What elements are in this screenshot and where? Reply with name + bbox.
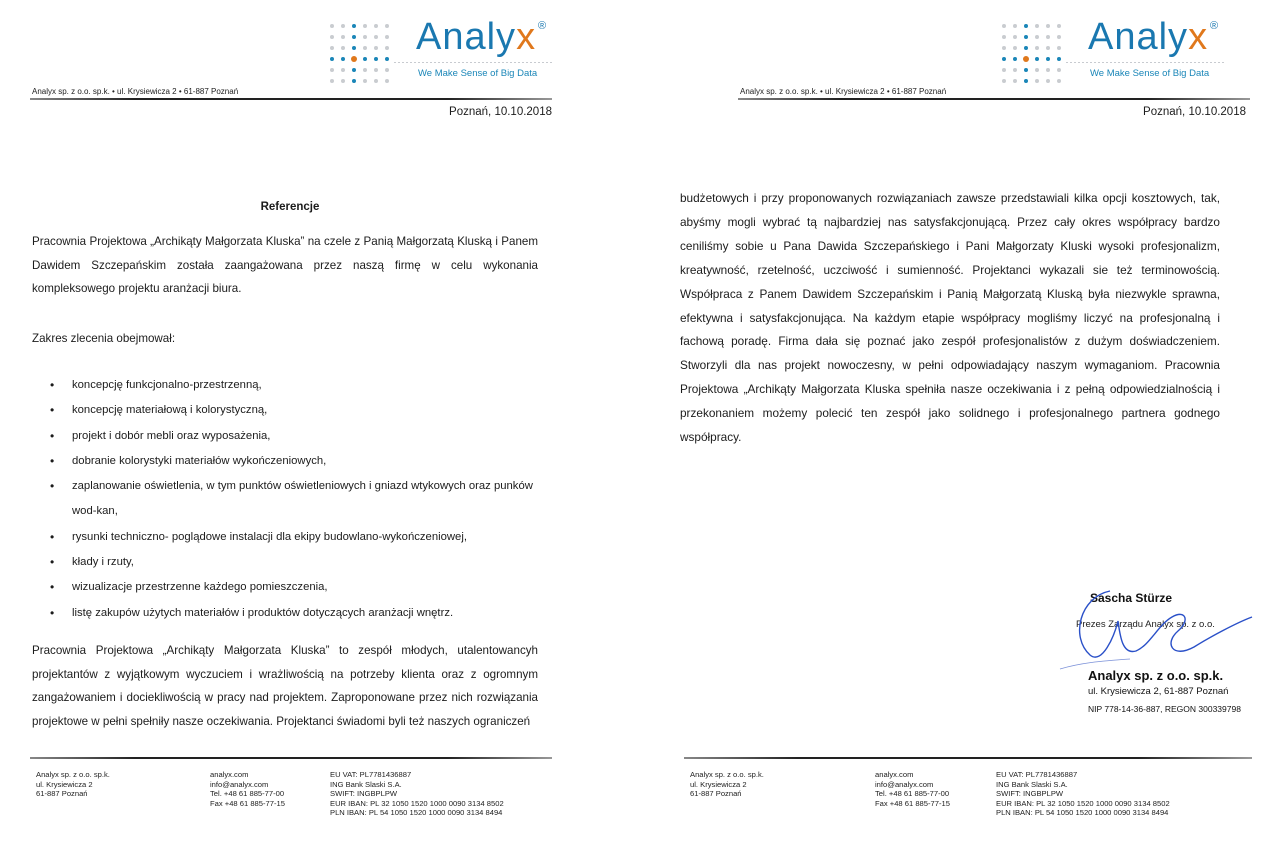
logo-dot: [1013, 35, 1017, 39]
logo-dot: [1013, 57, 1017, 61]
footer-line: EU VAT: PL7781436887: [996, 770, 1078, 779]
logo-dot: [352, 46, 356, 50]
logo-dot: [385, 24, 389, 28]
logo-dot: [330, 68, 334, 72]
scope-heading: Zakres zlecenia obejmował:: [32, 332, 176, 345]
logo-dot: [374, 24, 378, 28]
scope-item: • wizualizacje przestrzenne każdego pomieszczenia,: [50, 575, 540, 600]
logo-dot: [1013, 24, 1017, 28]
footer-contact: [210, 770, 285, 808]
footer-line: 61-887 Poznań: [690, 789, 742, 799]
logo-dot: [1024, 79, 1028, 83]
footer-line: ING Bank Slaski S.A.: [330, 779, 402, 789]
footer-company: [690, 770, 764, 799]
logo-dot: [385, 79, 389, 83]
footer-website: analyx.com: [875, 770, 914, 779]
logo-dot: [363, 79, 367, 83]
handwritten-signature-icon: [1040, 577, 1255, 677]
footer-divider: [684, 757, 1252, 759]
logo-dot: [1046, 57, 1050, 61]
letter-date: Poznań, 10.10.2018: [449, 106, 552, 118]
signature-block: [1040, 577, 1250, 727]
logo-dot: [385, 46, 389, 50]
brand-tagline: We Make Sense of Big Data: [1090, 68, 1210, 79]
logo-dot: [374, 57, 378, 61]
logo-dot: [1057, 35, 1061, 39]
logo-dot: [1057, 24, 1061, 28]
logo-dot: [374, 46, 378, 50]
logo-dot: [1013, 46, 1017, 50]
analyx-logo: [1000, 16, 1240, 97]
logo-dotted-line: [1066, 62, 1226, 63]
scope-item: • koncepcję materiałową i kolorystyczną,: [50, 398, 540, 423]
logo-dot: [1002, 35, 1006, 39]
logo-dot: [1024, 24, 1028, 28]
logo-dot: [1035, 79, 1039, 83]
footer-line: EUR IBAN: PL 32 1050 1520 1000 0090 3134 8502: [996, 798, 1170, 808]
scope-item: • rysunki techniczno- poglądowe instalacji dla ekipy budowlano-wykończeniowej,: [50, 525, 540, 550]
brand-name: [416, 16, 536, 59]
logo-dot: [1002, 46, 1006, 50]
footer-email: info@analyx.com: [875, 779, 934, 789]
letter-title: Referencje: [260, 201, 320, 213]
logo-dot: [341, 57, 345, 61]
logo-dot: [330, 35, 334, 39]
scope-list: [50, 373, 540, 626]
logo-dot: [1046, 79, 1050, 83]
logo-dot: [1024, 35, 1028, 39]
footer-contact: [875, 770, 950, 808]
logo-dot: [363, 68, 367, 72]
logo-dot: [352, 35, 356, 39]
footer-website: analyx.com: [210, 770, 249, 779]
logo-dot: [352, 24, 356, 28]
logo-dot: [1035, 35, 1039, 39]
logo-dot: [341, 24, 345, 28]
logo-dot: [385, 35, 389, 39]
logo-dot: [1046, 68, 1050, 72]
logo-dot: [1057, 79, 1061, 83]
footer-line: SWIFT: INGBPLPW: [996, 789, 1064, 799]
logo-dot: [1046, 24, 1050, 28]
brand-name-main: Analy: [1088, 16, 1189, 58]
footer-phone: Tel. +48 61 885-77-00: [875, 789, 950, 799]
logo-dot: [374, 79, 378, 83]
logo-dot: [1013, 68, 1017, 72]
logo-dot: [363, 35, 367, 39]
brand-name: [1088, 16, 1208, 59]
logo-dot: [330, 57, 334, 61]
footer-line: Analyx sp. z o.o. sp.k.: [36, 770, 110, 779]
signatory-name: Sascha Stürze: [1090, 591, 1173, 605]
logo-dot: [1035, 57, 1039, 61]
brand-tagline: We Make Sense of Big Data: [418, 68, 538, 79]
logo-dot: [1023, 56, 1029, 62]
header-divider: [738, 98, 1250, 100]
logo-dot: [1046, 46, 1050, 50]
logo-dot: [1002, 57, 1006, 61]
logo-dot: [341, 46, 345, 50]
logo-dot: [352, 68, 356, 72]
logo-dot: [385, 57, 389, 61]
logo-dot-grid-icon: [328, 22, 394, 88]
logo-dot: [363, 57, 367, 61]
footer-line: ul. Krysiewicza 2: [690, 779, 747, 789]
logo-dot: [352, 79, 356, 83]
footer-company: [36, 770, 110, 799]
letterhead-address: Analyx sp. z o.o. sp.k. • ul. Krysiewicza 2 • 61-887 Poznań: [740, 87, 947, 96]
logo-dot: [1002, 68, 1006, 72]
scope-item: • kłady i rzuty,: [50, 550, 540, 575]
signatory-company: Analyx sp. z o.o. sp.k.: [1088, 668, 1224, 683]
footer-line: ING Bank Slaski S.A.: [996, 779, 1068, 789]
registered-mark-icon: ®: [538, 20, 547, 32]
brand-name-accent: x: [516, 16, 537, 58]
footer-line: ul. Krysiewicza 2: [36, 779, 93, 789]
logo-dot: [341, 79, 345, 83]
signatory-role: Prezes Zarządu Analyx sp. z o.o.: [1076, 619, 1215, 630]
logo-dot-grid-icon: [1000, 22, 1066, 88]
logo-dot: [1046, 35, 1050, 39]
signatory-address: ul. Krysiewicza 2, 61-887 Poznań: [1088, 686, 1229, 697]
team-paragraph: Pracownia Projektowa „Archikąty Małgorzata Kluska” to zespół młodych, utalentowancyh projektantów z wyjątkowym wyczuciem i wrażliwością na potrzeby klienta oraz z ogromnym zangażowaniem i dociekliwością w pracy nad projektem. Zaproponowane przez nich rozwiązania projektowe w pełni spełniły nasze oczekiwania. Projektanci świadomi byli też naszych ograniczeń: [32, 644, 538, 728]
scope-item: • listę zakupów użytych materiałów i produktów dotyczących aranżacji wnętrz.: [50, 601, 540, 626]
scope-item: • koncepcję funkcjonalno-przestrzenną,: [50, 373, 540, 398]
logo-dot: [1057, 68, 1061, 72]
logo-dot: [330, 79, 334, 83]
logo-dot: [374, 68, 378, 72]
scope-item: • zaplanowanie oświetlenia, w tym punktów oświetleniowych i gniazd wtykowych oraz punków wod-kan,: [50, 474, 540, 525]
logo-dot: [1057, 57, 1061, 61]
footer-fax: Fax +48 61 885-77-15: [210, 798, 285, 808]
logo-dot: [341, 35, 345, 39]
logo-dotted-line: [394, 62, 554, 63]
footer-line: PLN IBAN: PL 54 1050 1520 1000 0090 3134 8494: [996, 808, 1169, 818]
logo-dot: [330, 46, 334, 50]
logo-dot: [1002, 24, 1006, 28]
footer-line: PLN IBAN: PL 54 1050 1520 1000 0090 3134 8494: [330, 808, 503, 818]
footer-line: Analyx sp. z o.o. sp.k.: [690, 770, 764, 779]
logo-dot: [1035, 68, 1039, 72]
scope-item: • projekt i dobór mebli oraz wyposażenia,: [50, 424, 540, 449]
logo-dot: [1002, 79, 1006, 83]
logo-dot: [363, 24, 367, 28]
registered-mark-icon: ®: [1210, 20, 1219, 32]
logo-dot: [1013, 79, 1017, 83]
logo-dot: [1057, 46, 1061, 50]
logo-dot: [1035, 46, 1039, 50]
footer-line: EUR IBAN: PL 32 1050 1520 1000 0090 3134 8502: [330, 798, 504, 808]
footer-fax: Fax +48 61 885-77-15: [875, 798, 950, 808]
scope-item: • dobranie kolorystyki materiałów wykończeniowych,: [50, 449, 540, 474]
intro-paragraph: Pracownia Projektowa „Archikąty Małgorzata Kluska” na czele z Panią Małgorzatą Kluską i Panem Dawidem Szczepańskim została zaangażowana przez naszą firmę w celu wykonania kompleksowego projektu aranżacji biura.: [32, 235, 538, 295]
header-divider: [30, 98, 552, 100]
logo-dot: [1024, 68, 1028, 72]
letter-page-2: [640, 0, 1264, 841]
footer-divider: [30, 757, 552, 759]
footer-bank: [330, 770, 504, 818]
analyx-logo: [328, 16, 568, 97]
logo-dot: [330, 24, 334, 28]
brand-name-accent: x: [1188, 16, 1209, 58]
logo-dot: [385, 68, 389, 72]
logo-dot: [363, 46, 367, 50]
logo-dot: [1024, 46, 1028, 50]
footer-email: info@analyx.com: [210, 779, 269, 789]
logo-dot: [1035, 24, 1039, 28]
footer-line: 61-887 Poznań: [36, 789, 88, 799]
logo-dot: [351, 56, 357, 62]
logo-dot: [341, 68, 345, 72]
letter-date: Poznań, 10.10.2018: [1143, 106, 1246, 118]
letterhead-address: Analyx sp. z o.o. sp.k. • ul. Krysiewicza 2 • 61-887 Poznań: [32, 87, 239, 96]
signatory-registry: NIP 778-14-36-887, REGON 300339798: [1088, 704, 1241, 714]
logo-dot: [374, 35, 378, 39]
brand-name-main: Analy: [416, 16, 517, 58]
footer-phone: Tel. +48 61 885-77-00: [210, 789, 285, 799]
footer-bank: [996, 770, 1170, 818]
footer-line: EU VAT: PL7781436887: [330, 770, 412, 779]
footer-line: SWIFT: INGBPLPW: [330, 789, 398, 799]
continuation-paragraph: budżetowych i przy proponowanych rozwiązaniach zawsze przedstawiali kilka opcji kosztowych, tak, abyśmy mogli wybrać tą najbardziej nas satysfakcjonującą. Przez cały okres współpracy bardzo ceniliśmy sobie u Pana Dawida Szczepańskiego i Pani Małgorzaty Kluski wysoki profesjonalizm, kreatywność, rzetelność, uczciwość i sumienność. Projektanci wykazali sie też terminowością. Współpraca z Panem Dawidem Szczepańskim i Panią Małgorzatą Kluską była niezwykle sprawna, efektywna i satysfakcjonująca. Na każdym etapie współpracy mogliśmy liczyć na profesjonalną i fachową poradę. Firma dała się poznać jako zespół profesjonalistów z dużym doświadczeniem. Stworzyli dla nas projekt nowoczesny, w pełni odpowiadający naszym wymaganiom. Pracownia Projektowa „Archikąty Małgorzata Kluska spełniła nasze oczekiwania i z pełną odpowiedzialnością i przekonaniem możemy polecić ten zespół jako solidnego i profesjonalnego partnera godnego współpracy.: [680, 191, 1220, 445]
